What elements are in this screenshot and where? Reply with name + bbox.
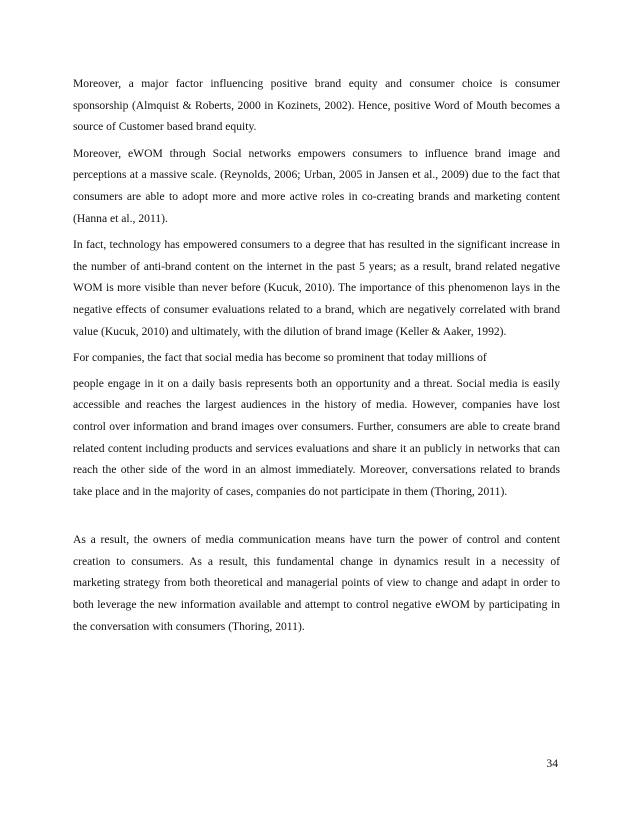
page-number: 34: [546, 757, 558, 770]
paragraph-media-owners: As a result, the owners of media communication means have turn the power of control and content creation to consumers. As a result, this fundamental change in dynamics result in a necessity of marketing strategy from both theoretical and managerial points of view to change and adapt in order to both leverage the new information available and attempt to control negative eWOM by participating in the conversation with consumers (Thoring, 2011).: [73, 533, 560, 633]
paragraph-ewom-social-networks: Moreover, eWOM through Social networks empowers consumers to influence brand image and perceptions at a massive scale. (Reynolds, 2006; Urban, 2005 in Jansen et al., 2009) due to the fact that consumers are able to adopt more and more active roles in co-creating brands and marketing content (Hanna et al., 2011).: [73, 146, 560, 225]
paragraph-social-media-opportunity: people engage in it on a daily basis represents both an opportunity and a threat. Social media is easily accessible and reaches the largest audiences in the history of media. However, companies have lost control over information and brand images over consumers. Further, consumers are able to create brand related content including products and services evaluations and share it an publicly in networks that can reach the other side of the word in an almost immediately. Moreover, conversations related to brands take place and in the majority of cases, companies do not participate in them (Thoring, 2011).: [73, 376, 560, 498]
paragraph-companies-intro: For companies, the fact that social media has become so prominent that today millions of: [73, 351, 487, 365]
paragraph-anti-brand-content: In fact, technology has empowered consumers to a degree that has resulted in the significant increase in the number of anti-brand content on the internet in the past 5 years; as a result, brand related negative WOM is more visible than never before (Kucuk, 2010). The importance of this phenomenon lays in the negative effects of consumer evaluations related to a brand, which are negatively correlated with brand value (Kucuk, 2010) and ultimately, with the dilution of brand image (Keller & Aaker, 1992).: [73, 238, 560, 338]
paragraph-brand-equity: Moreover, a major factor influencing positive brand equity and consumer choice is consumer sponsorship (Almquist & Roberts, 2000 in Kozinets, 2002). Hence, positive Word of Mouth becomes a source of Customer based brand equity.: [73, 77, 560, 134]
document-body: [73, 73, 560, 642]
